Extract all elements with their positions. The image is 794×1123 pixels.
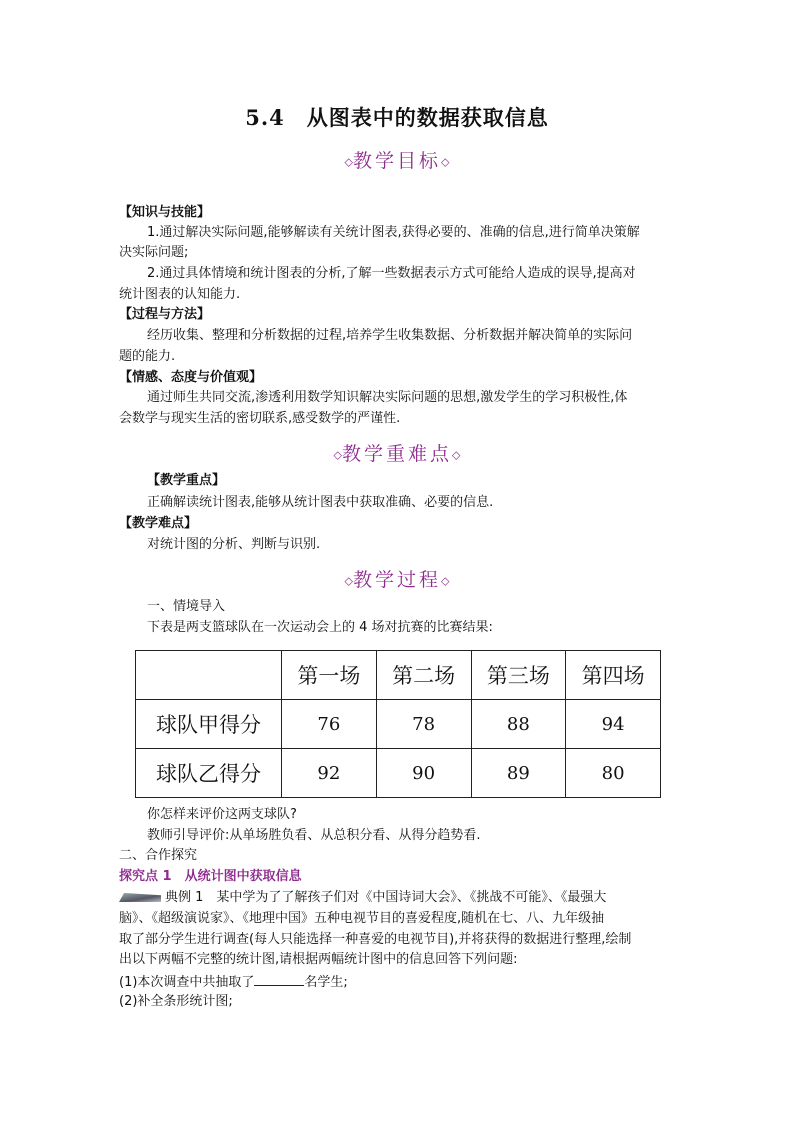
diamond-icon: ◇: [441, 155, 450, 169]
diamond-icon: ◇: [344, 155, 353, 169]
table-row: [136, 749, 661, 798]
paragraph-line: 会数学与现实生活的密切联系,感受数学的严谨性.: [119, 411, 401, 426]
paragraph-line: 你怎样来评价这两支球队?: [147, 807, 297, 822]
table-row-label: 球队甲得分: [136, 700, 282, 749]
paragraph-line: 正确解读统计图表,能够从统计图表中获取准确、必要的信息.: [147, 495, 494, 510]
knowledge-heading: 【知识与技能】: [119, 205, 211, 220]
table-header-cell: 第二场: [376, 651, 471, 700]
example-text: 某中学为了了解孩子们对《中国诗词大会》、《挑战不可能》、《最强大: [216, 890, 607, 905]
paragraph-line: 统计图表的认知能力.: [119, 287, 241, 302]
table-corner-cell: [136, 651, 282, 700]
paragraph-line: 脑》、《超级演说家》、《地理中国》五种电视节目的喜爱程度,随机在七、八、九年级抽: [119, 911, 605, 926]
paragraph-line: 下表是两支篮球队在一次运动会上的 4 场对抗赛的比赛结果:: [147, 620, 493, 635]
table-cell: 90: [376, 749, 471, 798]
diamond-icon: ◇: [333, 448, 342, 462]
paragraph-line: 取了部分学生进行调查(每人只能选择一种喜爱的电视节目),并将获得的数据进行整理,绘制: [119, 932, 632, 947]
question-1: (1)本次调查中共抽取了 名学生;: [119, 971, 348, 993]
table-cell: 76: [282, 700, 377, 749]
table-header-cell: 第三场: [471, 651, 566, 700]
table-cell: 88: [471, 700, 566, 749]
diamond-icon: ◇: [452, 448, 461, 462]
example-label: 典例 1: [165, 890, 204, 905]
step-heading: 二、合作探究: [119, 848, 198, 863]
table-row: [136, 700, 661, 749]
table-cell: 94: [566, 700, 661, 749]
paragraph-line: 出以下两幅不完整的统计图,请根据两幅统计图中的信息回答下列问题:: [119, 952, 518, 967]
paragraph-line: 1.通过解决实际问题,能够解读有关统计图表,获得必要的、准确的信息,进行简单决策解: [147, 225, 640, 240]
diamond-icon: ◇: [344, 574, 353, 588]
section-heading-keypoints: ◇教学重难点◇: [333, 443, 461, 465]
paragraph-line: 决实际问题;: [119, 245, 189, 260]
table-header-row: [136, 651, 661, 700]
paragraph-line: 经历收集、整理和分析数据的过程,培养学生收集数据、分析数据并解决简单的实际问: [147, 328, 633, 343]
difficulty-heading: 【教学难点】: [119, 516, 198, 531]
paragraph-line: 题的能力.: [119, 349, 176, 364]
score-table: [135, 650, 661, 798]
paragraph-line: 2.通过具体情境和统计图表的分析,了解一些数据表示方式可能给人造成的误导,提高对: [147, 266, 636, 281]
emotion-heading: 【情感、态度与价值观】: [119, 370, 263, 385]
paragraph-line: 通过师生共同交流,渗透利用数学知识解决实际问题的思想,激发学生的学习积极性,体: [147, 390, 628, 405]
process-method-heading: 【过程与方法】: [119, 307, 211, 322]
explore-point-heading: 探究点 1 从统计图中获取信息: [119, 869, 302, 884]
table-cell: 80: [566, 749, 661, 798]
table-cell: 89: [471, 749, 566, 798]
table-row-label: 球队乙得分: [136, 749, 282, 798]
table-cell: 78: [376, 700, 471, 749]
focus-heading: 【教学重点】: [147, 473, 226, 488]
table-header-cell: 第一场: [282, 651, 377, 700]
example-line: [119, 888, 606, 908]
diamond-icon: ◇: [441, 574, 450, 588]
paragraph-line: 对统计图的分析、判断与识别.: [147, 537, 321, 552]
paragraph-line: 教师引导评价:从单场胜负看、从总积分看、从得分趋势看.: [147, 828, 481, 843]
page-title: 5.4 从图表中的数据获取信息: [245, 105, 549, 130]
step-heading: 一、情境导入: [147, 599, 226, 614]
table-header-cell: 第四场: [566, 651, 661, 700]
section-heading-objectives: ◇教学目标◇: [344, 150, 450, 172]
book-icon: [119, 893, 161, 902]
question-2: (2)补全条形统计图;: [119, 994, 233, 1009]
answer-blank: [254, 971, 304, 986]
section-heading-process: ◇教学过程◇: [344, 569, 450, 591]
table-cell: 92: [282, 749, 377, 798]
